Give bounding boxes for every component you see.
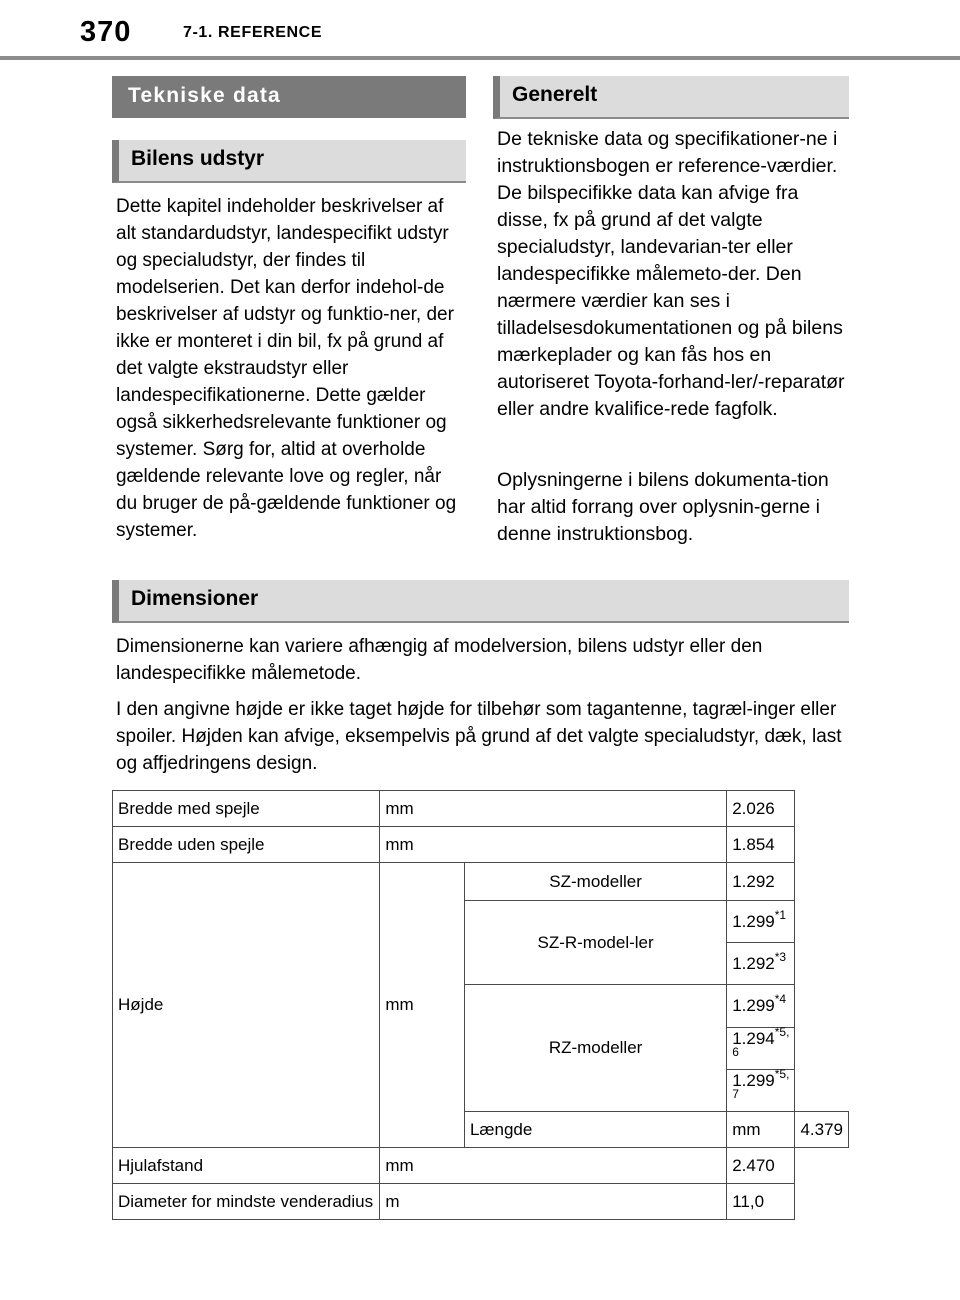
hojde-unit: mm [380, 863, 465, 1148]
szr-value-2: 1.292$^{*3}$ [727, 943, 795, 985]
rz-value-1: 1.299$^{*4}$ [727, 985, 795, 1028]
row-value: 4.379 [795, 1112, 849, 1148]
sz-value: 1.292 [727, 863, 795, 901]
bilens-udstyr-heading: Bilens udstyr [112, 140, 466, 183]
row-value: 11,0 [727, 1184, 795, 1220]
dimensioner-text-1: Dimensionerne kan variere afhængig af modelversion, bilens udstyr eller den landespecifikke målemetode. [116, 636, 763, 684]
table-row [113, 1184, 849, 1220]
generelt-heading: Generelt [493, 76, 849, 119]
table-row [113, 863, 849, 901]
bilens-udstyr-text: Dette kapitel indeholder beskrivelser af alt standardudstyr, landespecifikt udstyr og specialudstyr, der findes til modelserien. Det kan derfor indehol-de beskrivelser af udstyr og funktio-ner, der ikke er monteret i din bil, fx på grund af det valgte ekstraudstyr eller landespecifikationerne. Dette gælder også sikkerhedsrelevante funktioner og systemer. Sørg for, altid at overholde gældende relevante love og regler, når du bruger de på-gældende funktioner og systemer. [116, 196, 457, 541]
dimensioner-heading: Dimensioner [112, 580, 849, 623]
szr-label: SZ-R-model-ler [464, 901, 726, 985]
row-value: 2.470 [727, 1148, 795, 1184]
row-label: Bredde uden spejle [113, 827, 380, 863]
generelt-text-2: Oplysningerne i bilens dokumenta-tion har altid forrang over oplysnin-gerne i denne instruktionsbog. [497, 469, 829, 545]
row-unit: mm [380, 827, 727, 863]
row-label: Hjulafstand [113, 1148, 380, 1184]
tekniske-data-heading: Tekniske data [112, 76, 466, 118]
rz-label: RZ-modeller [464, 985, 726, 1112]
page-number: 370 [80, 16, 132, 48]
row-value: 1.854 [727, 827, 795, 863]
rz-value-3: 1.299$^{*5, 7}$ [727, 1070, 795, 1112]
row-label: Diameter for mindste venderadius [113, 1184, 380, 1220]
szr-value-1: 1.299$^{*1}$ [727, 901, 795, 943]
table-row [113, 1148, 849, 1184]
row-unit: mm [380, 1148, 727, 1184]
row-unit: m [380, 1184, 727, 1220]
sz-label: SZ-modeller [464, 863, 726, 901]
dimensions-table [112, 790, 849, 1220]
header-rule [0, 56, 960, 60]
rz-value-2: 1.294$^{*5, 6}$ [727, 1028, 795, 1070]
row-unit: mm [380, 791, 727, 827]
generelt-text-1: De tekniske data og specifikationer-ne i instruktionsbogen er reference-værdier. De bilspecifikke data kan afvige fra disse, fx på grund af det valgte specialudstyr, landevarian-ter eller landespecifikke målemeto-der. Den nærmere værdier kan ses i tilladelsesdokumentationen og på bilens mærkeplader og kan fås hos en autoriseret Toyota-forhand-ler/-reparatør eller andre kvalifice-rede fagfolk. [497, 128, 845, 420]
dimensioner-text-2: I den angivne højde er ikke taget højde for tilbehør som tagantenne, tagræl-inger eller spoiler. Højden kan afvige, eksempelvis på grund af det valgte specialudstyr, dæk, last og affjedringens design. [116, 699, 842, 774]
row-value: 2.026 [727, 791, 795, 827]
row-unit: mm [727, 1112, 795, 1148]
section-label: 7-1. REFERENCE [183, 24, 323, 41]
table-row [113, 791, 849, 827]
table-row [113, 827, 849, 863]
hojde-label: Højde [113, 863, 380, 1148]
row-label: Bredde med spejle [113, 791, 380, 827]
row-label: Længde [464, 1112, 726, 1148]
